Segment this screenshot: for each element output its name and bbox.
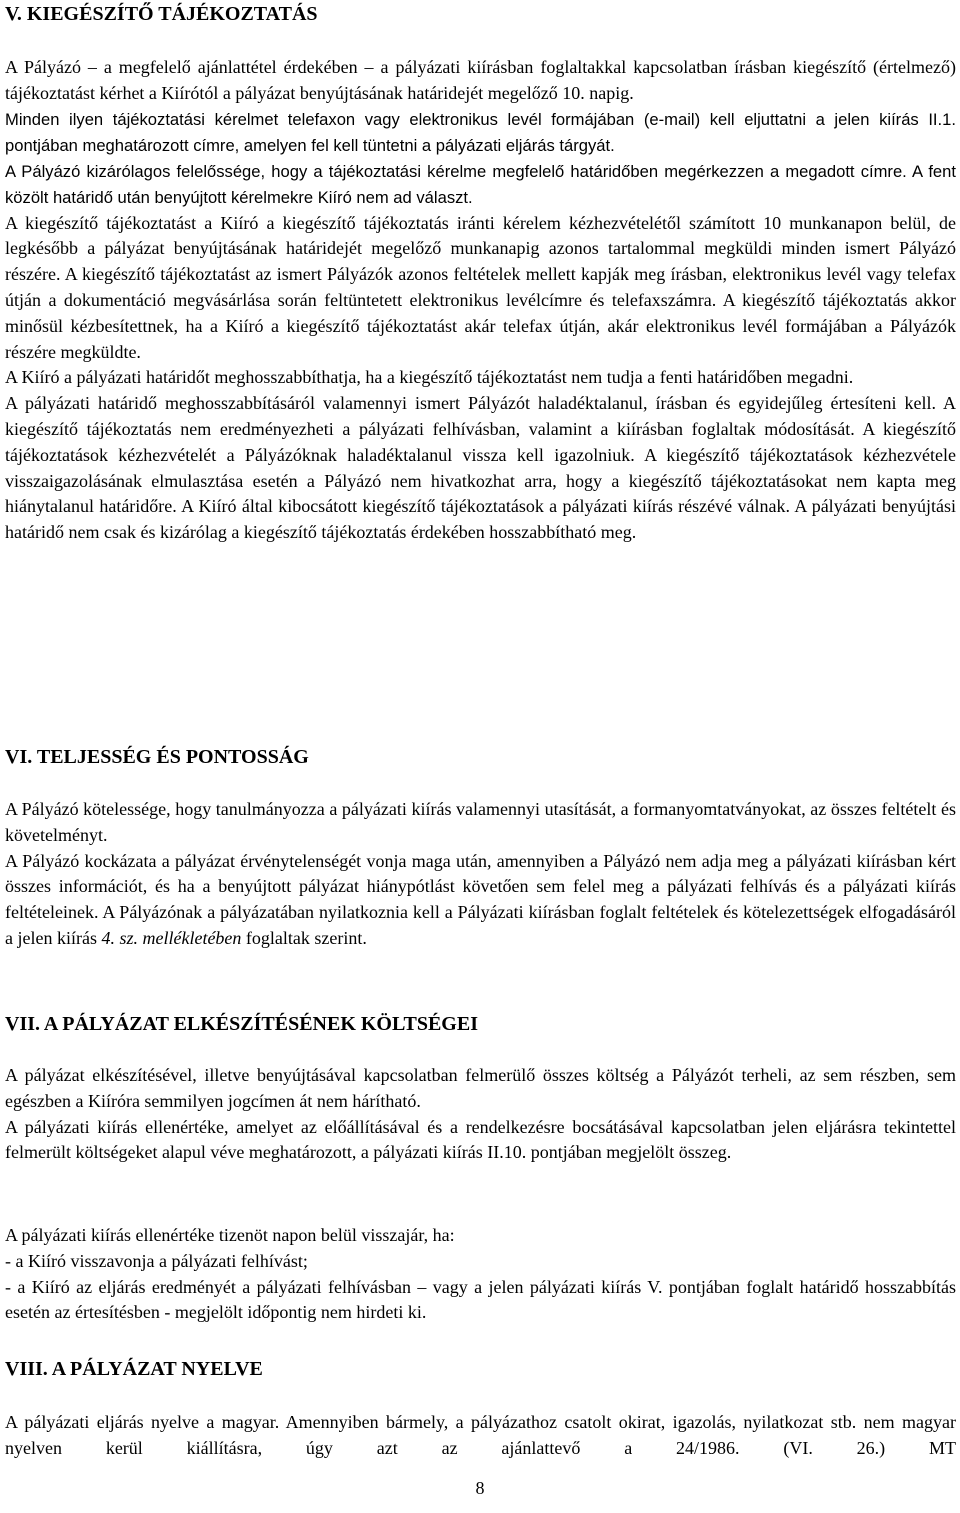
section-vii-paragraph-3: A pályázati kiírás ellenértéke tizenöt napon belül visszajár, ha: [5,1225,455,1245]
section-v-paragraph-2: Minden ilyen tájékoztatási kérelmet telefaxon vagy elektronikus levél formájában (e-mail) kell eljuttatni a jelen kiírás II.1. pontjában meghatározott címre, amelyen fel kell tüntetni a pályázati eljárás tárgyát. [5,109,956,155]
section-vii-list-item-2: - a Kiíró az eljárás eredményét a pályázati felhívásban – vagy a jelen pályázati kiírás V. pontjában foglalt határidő hosszabbítás esetén az értesítésben - megjelölt időpontig nem hirdeti ki. [5,1276,956,1323]
section-heading-vi: VI. TELJESSÉG ÉS PONTOSSÁG [5,746,309,768]
section-vii-refund-list [5,1223,956,1326]
section-vii-body [5,1063,956,1166]
page-number: 8 [475,1478,485,1498]
section-vii-list-item-1: - a Kiíró visszavonja a pályázati felhívást; [5,1250,308,1271]
section-vi-body [5,797,956,952]
section-viii-paragraph-1: A pályázati eljárás nyelve a magyar. Amennyiben bármely, a pályázathoz csatolt okirat, igazolás, nyilatkozat stb. nem magyar nyelven kerül kiállításra, úgy azt az ajánlattevő a 24/1986. (VI. 26.) MT [5,1412,956,1458]
annex-reference: 4. sz. mellékletében [101,927,242,948]
section-vi-paragraph-1: A Pályázó kötelessége, hogy tanulmányozza a pályázati kiírás valamennyi utasítását, a formanyomtatványokat, az összes feltételt és követelményt. [5,799,956,845]
section-v-paragraph-1: A Pályázó – a megfelelő ajánlattétel érdekében – a pályázati kiírásban foglaltakkal kapcsolatban írásban kiegészítő (értelmező) tájékoztatást kérhet a Kiírótól a pályázat benyújtásának határidejét megelőző 10. napig. [5,57,956,103]
section-heading-v: V. KIEGÉSZÍTŐ TÁJÉKOZTATÁS [5,3,318,25]
section-v-paragraph-3: A Pályázó kizárólagos felelőssége, hogy a tájékoztatási kérelme megfelelő határidőben megérkezzen a megadott címre. A fent közölt határidő után benyújtott kérelmekre Kiíró nem ad választ. [5,161,956,207]
section-vii-paragraph-1: A pályázat elkészítésével, illetve benyújtásával kapcsolatban felmerülő összes költség a Pályázót terheli, az sem részben, sem egészben a Kiíróra semmilyen jogcímen át nem hárítható. [5,1065,956,1111]
section-vii-paragraph-2: A pályázati kiírás ellenértéke, amelyet az előállításával és a rendelkezésre bocsátásával kapcsolatban jelen eljárásra tekintettel felmerült költségeket alapul véve meghatározott, a pályázati kiírás II.10. pontjában megjelölt összeg. [5,1116,956,1163]
section-v-paragraph-6: A pályázati határidő meghosszabbításáról valamennyi ismert Pályázót haladéktalanul, írásban és egyidejűleg értesíteni kell. A kiegészítő tájékoztatás nem eredményezheti a pályázati felhívásban, valamint a kiírásban foglaltak módosítását. A kiegészítő tájékoztatások kézhezvételét a Pályázóknak haladéktalanul vissza kell igazolniuk. A kiegészítő tájékoztatások kézhezvétele visszaigazolásának elmulasztása esetén a Pályázó nem hivatkozhat arra, hogy a kiegészítő tájékoztatásokat nem kapta meg hiánytalanul határidőre. A Kiíró által kibocsátott kiegészítő tájékoztatások a pályázati kiírás részévé válnak. A pályázati benyújtási határidő nem csak és kizárólag a kiegészítő tájékoztatás érdekében hosszabbítható meg. [5,393,956,543]
section-v-paragraph-5: A Kiíró a pályázati határidőt meghosszabbíthatja, ha a kiegészítő tájékoztatást nem tudja a fenti határidőben megadni. [5,367,854,388]
section-v-body [5,55,956,546]
section-viii-body [5,1410,956,1462]
section-heading-viii: VIII. A PÁLYÁZAT NYELVE [5,1358,263,1380]
section-vi-paragraph-2 [5,849,956,952]
section-v-paragraph-4: A kiegészítő tájékoztatást a Kiíró a kiegészítő tájékoztatás iránti kérelem kézhezvételétől számított 10 munkanapon belül, de legkésőbb a pályázat benyújtásának határidejét megelőző munkanapig azonos tartalommal megküldi minden ismert Pályázó részére. A kiegészítő tájékoztatást az ismert Pályázók azonos feltételek mellett kapják meg írásban, elektronikus levél vagy telefax útján a dokumentáció megvásárlása során feltüntetett elektronikus levélcímre és telefaxszámra. A kiegészítő tájékoztatás akkor minősül kézbesítettnek, ha a Kiíró a kiegészítő tájékoztatást akár telefax útján, akár elektronikus levél formájában a Pályázók részére megküldte. [5,212,956,362]
section-vi-paragraph-2-text-b: foglaltak szerint. [241,927,367,948]
section-vi-paragraph-2-text-a: A Pályázó kockázata a pályázat érvénytelenségét vonja maga után, amennyiben a Pályázó nem adja meg a pályázati kiírásban kért összes információt, és ha a benyújtott pályázat hiánypótlást követően sem felel meg a pályázati felhívás és a pályázati kiírás feltételeinek. A Pályázónak a pályázatában nyilatkoznia kell a Pályázati kiírásban foglalt feltételek és kötelezettségek elfogadásáról a jelen kiírás [5,850,956,948]
section-heading-vii: VII. A PÁLYÁZAT ELKÉSZÍTÉSÉNEK KÖLTSÉGEI [5,1013,478,1035]
